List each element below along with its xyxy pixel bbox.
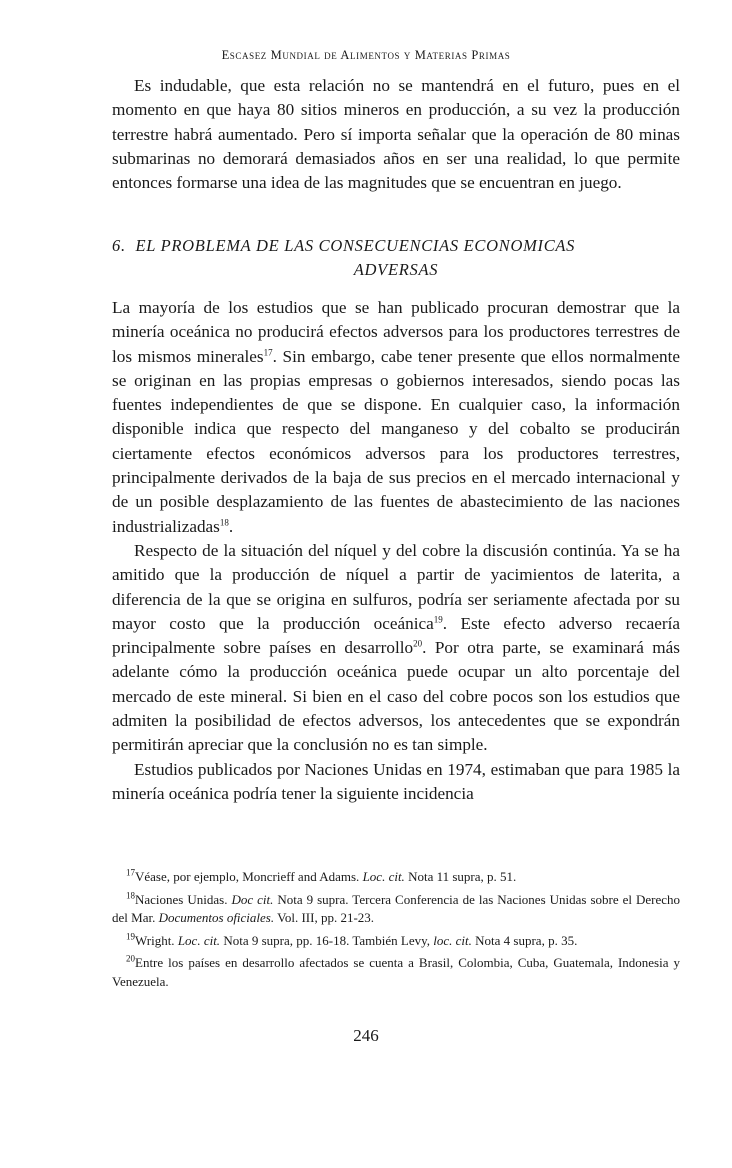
paragraph-1 (112, 296, 680, 539)
section-title-text1: EL PROBLEMA DE LAS CONSECUENCIAS ECONOMICAS (135, 236, 576, 255)
section-title-line2: ADVERSAS (353, 260, 439, 279)
section-number: 6. (112, 236, 126, 255)
p2-text-c: . Por otra parte, se examinará más adelante cómo la producción oceánica puede ocupar un alto porcentaje del mercado de este mineral. Si bien en el caso del cobre pocos son los estudios que admiten la posibilidad de efectos adversos, los antecedentes que se expondrán permitirán apreciar que la conclusión no es tan simple. (112, 638, 680, 755)
p2-text-b: . Este efecto adverso recaería principalmente sobre países en desarrollo (112, 613, 680, 658)
p1-text-a: La mayoría de los estudios que se han publicado procuran demostrar que la minería oceánica no producirá efectos adversos para los productores terrestres de los mismos minerales (112, 298, 680, 366)
main-text (112, 296, 680, 806)
p1-text-b: . Sin embargo, cabe tener presente que ellos normalmente se originan en las propias empresas o gobiernos interesados, siendo pocas las fuentes independientes de que se dispone. En cualquier caso, la información disponible indica que respecto del manganeso y del cobalto se producirán ciertamente efectos económicos adversos para los productores terrestres, principalmente derivados de la baja de sus precios en el mercado internacional y de un posible desplazamiento de las fuentes de abastecimiento de las naciones industrializadas (112, 346, 680, 536)
footnotes (112, 868, 680, 995)
section-title-line1 (112, 234, 680, 258)
paragraph-3: Estudios publicados por Naciones Unidas en 1974, estimaban que para 1985 la minería oceánica podría tener la siguiente incidencia (112, 759, 680, 803)
footnote-number: 18 (126, 890, 135, 901)
p2-text-a: Respecto de la situación del níquel y del cobre la discusión continúa. Ya se ha amitido que la producción de níquel a partir de yacimientos de laterita, a diferencia de la que se origina en sulfuros, podría ser seriamente afectada por su mayor costo que la producción oceánica (112, 540, 680, 633)
page-number: 246 (353, 1026, 379, 1045)
intro-paragraph: Es indudable, que esta relación no se mantendrá en el futuro, pues en el momento en que haya 80 sitios mineros en producción, a su vez la producción terrestre habrá aumentado. Pero sí importa señalar que la operación de 80 minas submarinas no demorará demasiados años en ser una realidad, lo que permite entonces formarse una idea de las magnitudes que se encuentran en juego. (112, 76, 680, 193)
p1-text-c: . (228, 516, 234, 536)
footnote-ref-19[interactable]: 19 (433, 614, 443, 625)
footnote-17: $^{17}$Véase, por ejemplo, Moncrieff and Adams. Loc. cit. Nota 11 supra, p. 51. (126, 867, 517, 884)
intro-block (112, 74, 680, 195)
footnote-ref-18[interactable]: 18 (219, 516, 229, 527)
footnote-19: $^{19}$Wright. Loc. cit. Nota 9 supra, pp. 16-18. También Levy, loc. cit. Nota 4 supra, p. 35. (126, 931, 578, 948)
running-header: Escasez Mundial de Alimentos y Materias Primas (221, 48, 511, 62)
footnote-number: 19 (126, 931, 135, 942)
footnote-number: 17 (126, 867, 135, 878)
footnote-ref-20[interactable]: 20 (413, 638, 423, 649)
footnote-number: 20 (126, 953, 135, 964)
footnote-18: $^{18}$Naciones Unidas. Doc cit. Nota 9 supra. Tercera Conferencia de las Naciones Unidas sobre el Derecho del Mar. Documentos oficiales. Vol. III, pp. 21-23. (112, 890, 681, 925)
section-heading (112, 234, 680, 282)
paragraph-2 (112, 539, 680, 758)
footnote-20: $^{20}$Entre los países en desarrollo afectados se cuenta a Brasil, Colombia, Cuba, Guatemala, Indonesia y Venezuela. (112, 953, 680, 989)
footnote-ref-17[interactable]: 17 (263, 346, 273, 357)
